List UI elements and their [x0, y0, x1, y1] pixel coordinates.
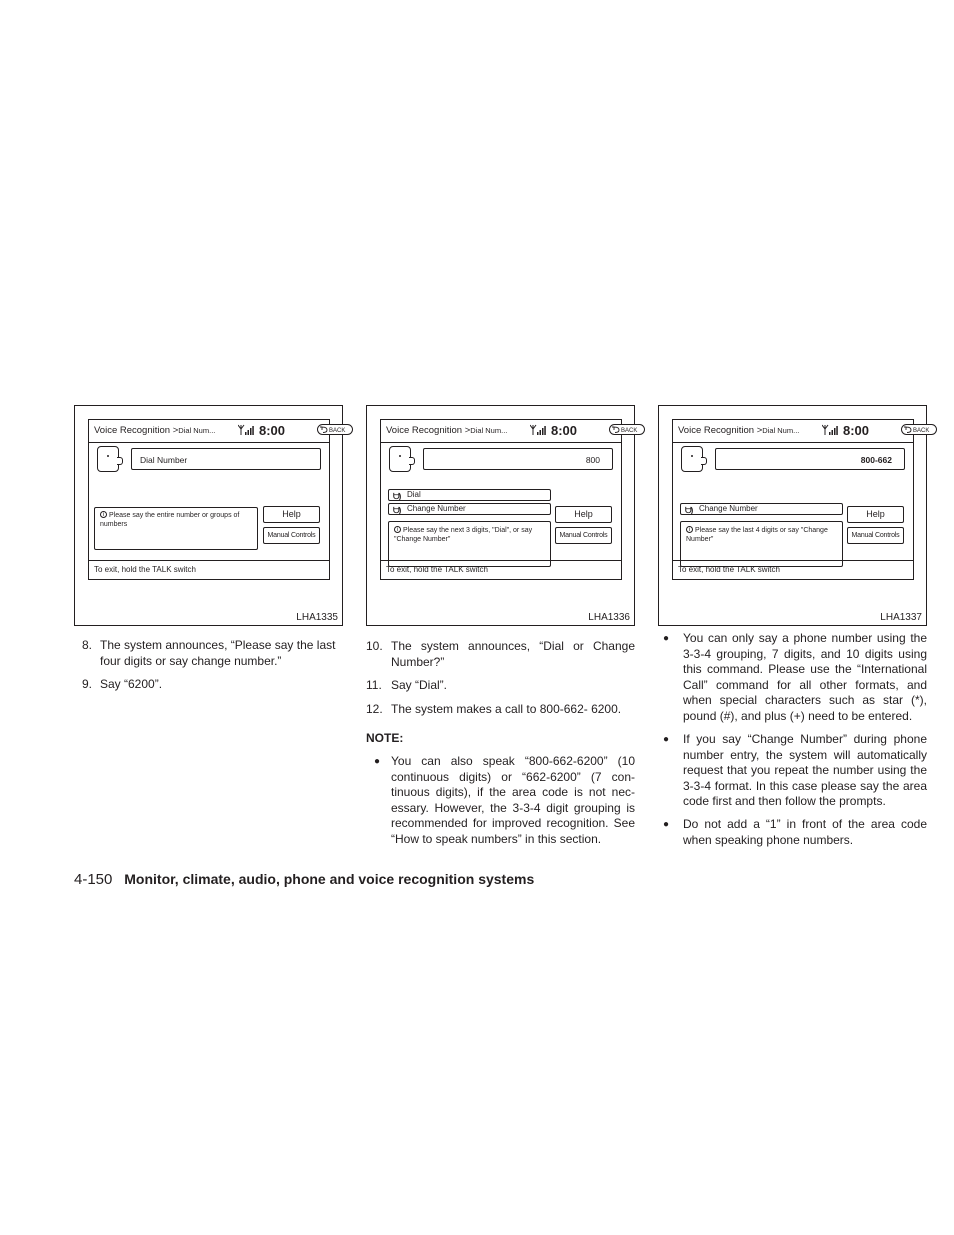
info-icon: i	[686, 526, 693, 533]
note-heading: NOTE:	[366, 731, 404, 745]
input-field: Dial Number	[131, 448, 321, 470]
signal-icon	[822, 424, 838, 436]
speak-icon: ᗨ)	[393, 492, 401, 501]
screen	[88, 419, 346, 580]
figure-code: LHA1336	[588, 612, 630, 623]
figure-lha1336	[366, 405, 638, 626]
back-button[interactable]	[317, 424, 353, 435]
bullet-dot: ●	[663, 734, 670, 745]
screen	[380, 419, 638, 580]
screen-title: Voice Recognition >Dial Num...	[678, 425, 800, 436]
prompt-message: i Please say the entire number or groups of numbers	[94, 507, 258, 550]
help-button[interactable]: Help	[555, 506, 612, 523]
help-button[interactable]: Help	[847, 506, 904, 523]
bullet-dot: ●	[374, 756, 381, 767]
bullet-dot: ●	[663, 819, 670, 830]
back-label: BACK	[329, 428, 346, 434]
screen	[672, 419, 930, 580]
signal-icon	[238, 424, 254, 436]
info-icon: i	[394, 526, 401, 533]
figure-lha1337	[658, 405, 930, 626]
section-title: Monitor, climate, audio, phone and voice recognition systems	[124, 871, 535, 887]
bullet-dot: ●	[663, 633, 670, 644]
clock: 8:00	[551, 423, 578, 438]
exit-hint-bar: To exit, hold the TALK switch	[89, 560, 329, 579]
back-button[interactable]	[901, 424, 937, 435]
prompt-message: i Please say the last 4 digits or say "Change Number"	[680, 521, 843, 567]
figure-code: LHA1335	[296, 612, 338, 623]
clock: 8:00	[843, 423, 870, 438]
signal-icon	[530, 424, 546, 436]
page-number: 4-150	[74, 871, 113, 888]
figure-lha1335	[74, 405, 346, 626]
clock: 8:00	[259, 423, 286, 438]
manual-controls-button[interactable]: Manual Controls	[847, 527, 904, 544]
back-label: BACK	[913, 428, 930, 434]
status-bar	[89, 420, 346, 443]
exit-hint-bar: To exit, hold the TALK switch	[381, 560, 621, 579]
option-change-number[interactable]: ᗨ) Change Number	[388, 503, 551, 515]
option-dial[interactable]: ᗨ) Dial	[388, 489, 551, 501]
voice-head-icon	[389, 446, 411, 472]
manual-controls-button[interactable]: Manual Controls	[263, 527, 320, 544]
number-field: 800	[423, 448, 613, 470]
number-field: 800-662	[715, 448, 905, 470]
voice-head-icon	[97, 446, 119, 472]
voice-head-icon	[681, 446, 703, 472]
back-button[interactable]	[609, 424, 645, 435]
speak-icon: ᗨ)	[685, 506, 693, 515]
speak-icon: ᗨ)	[393, 506, 401, 515]
screen-title: Voice Recognition >Dial Num...	[94, 425, 216, 436]
status-bar	[381, 420, 638, 443]
screen-title: Voice Recognition >Dial Num...	[386, 425, 508, 436]
page-footer	[74, 871, 534, 888]
help-button[interactable]: Help	[263, 506, 320, 523]
back-label: BACK	[621, 428, 638, 434]
prompt-message: i Please say the next 3 digits, "Dial", or say "Change Number"	[388, 521, 551, 567]
status-bar	[673, 420, 930, 443]
exit-hint-bar: To exit, hold the TALK switch	[673, 560, 913, 579]
option-change-number[interactable]: ᗨ) Change Number	[680, 503, 843, 515]
figure-code: LHA1337	[880, 612, 922, 623]
info-icon: i	[100, 511, 107, 518]
manual-controls-button[interactable]: Manual Controls	[555, 527, 612, 544]
